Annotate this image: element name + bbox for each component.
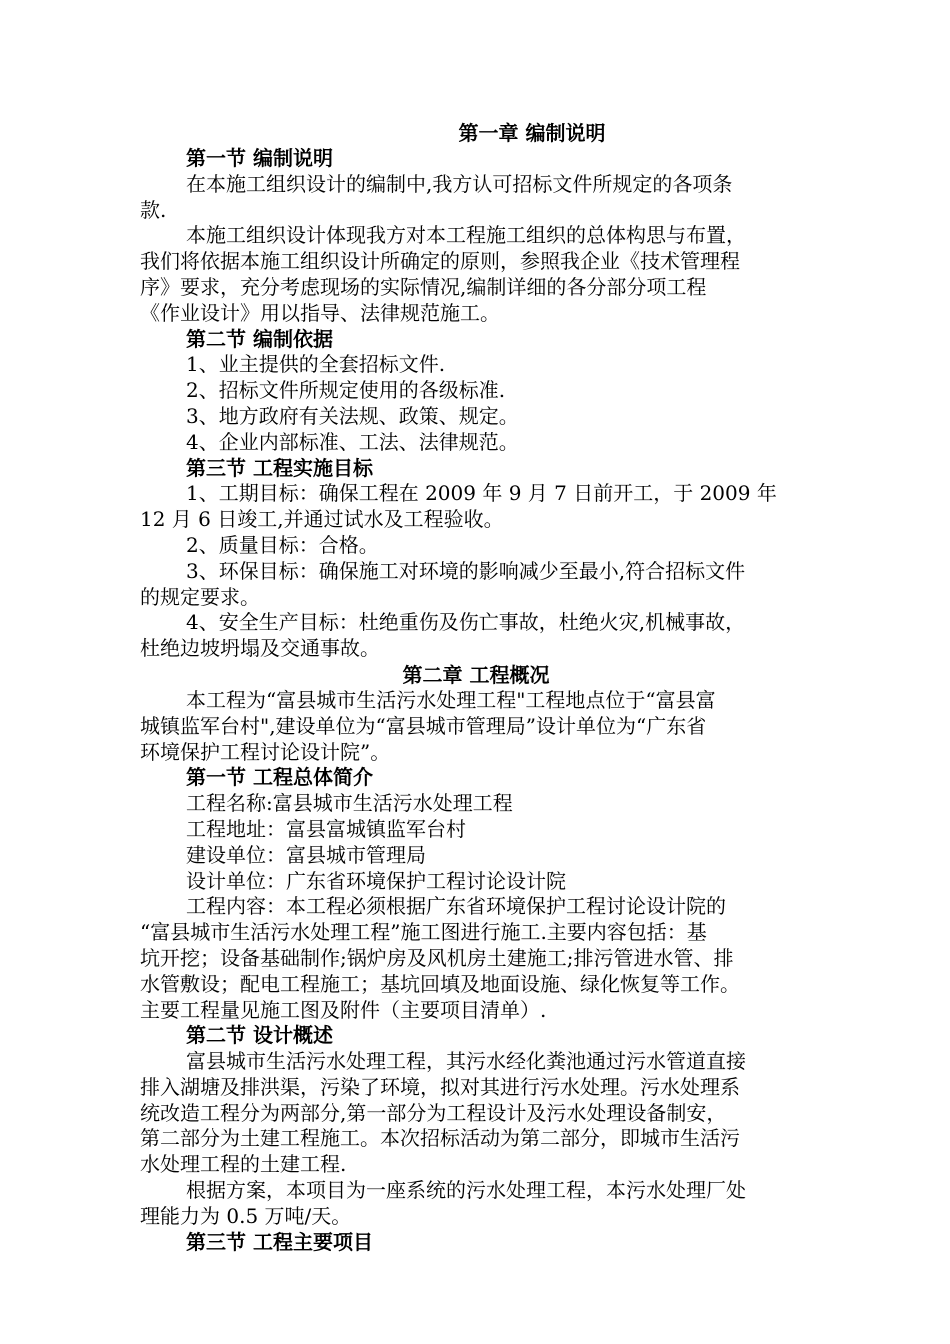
paragraph-line: 主要工程量见施工图及附件（主要项目清单）. xyxy=(140,997,547,1022)
paragraph-line: 本施工组织设计体现我方对本工程施工组织的总体构思与布置， xyxy=(186,223,746,248)
list-item: 4、安全生产目标：杜绝重伤及伤亡事故，杜绝火灾,机械事故， xyxy=(186,610,746,635)
paragraph-line: 在本施工组织设计的编制中,我方认可招标文件所规定的各项条 xyxy=(186,171,733,196)
list-item: 2、招标文件所规定使用的各级标准. xyxy=(186,378,506,403)
paragraph-line: 水处理工程的土建工程. xyxy=(140,1152,347,1177)
section-1-1-title: 第一节 编制说明 xyxy=(186,146,333,170)
list-item-continuation: 杜绝边坡坍塌及交通事故。 xyxy=(140,636,380,661)
paragraph-line: “富县城市生活污水处理工程”施工图进行施工.主要内容包括：基 xyxy=(140,920,707,945)
list-item: 1、工期目标：确保工程在 2009 年 9 月 7 日前开工，于 2009 年 xyxy=(186,481,777,506)
section-2-2-title: 第二节 设计概述 xyxy=(186,1023,333,1048)
paragraph-line: 城镇监军台村",建设单位为“富县城市管理局”设计单位为“广东省 xyxy=(140,713,707,738)
project-designer: 设计单位：广东省环境保护工程讨论设计院 xyxy=(186,868,566,893)
paragraph-line: 统改造工程分为两部分,第一部分为工程设计及污水处理设备制安， xyxy=(140,1100,727,1125)
paragraph-line: 本工程为“富县城市生活污水处理工程"工程地点位于“富县富 xyxy=(186,687,716,712)
paragraph-line: 坑开挖；设备基础制作;锅炉房及风机房土建施工;排污管进水管、排 xyxy=(140,945,734,970)
paragraph-line: 第二部分为土建工程施工。本次招标活动为第二部分，即城市生活污 xyxy=(140,1126,740,1151)
list-item: 3、环保目标：确保施工对环境的影响减少至最小,符合招标文件 xyxy=(186,558,746,583)
section-1-2-title: 第二节 编制依据 xyxy=(186,326,333,351)
paragraph-line: 排入湖塘及排洪渠，污染了环境，拟对其进行污水处理。污水处理系 xyxy=(140,1074,740,1099)
paragraph-line: 工程内容：本工程必须根据广东省环境保护工程讨论设计院的 xyxy=(186,894,726,919)
chapter-1-title: 第一章 编制说明 xyxy=(458,121,606,145)
list-item-continuation: 12 月 6 日竣工,并通过试水及工程验收。 xyxy=(140,507,504,532)
paragraph-line: 富县城市生活污水处理工程，其污水经化粪池通过污水管道直接 xyxy=(186,1049,746,1074)
paragraph-line: 款. xyxy=(140,197,167,222)
paragraph-line: 理能力为 0.5 万吨/天。 xyxy=(140,1203,352,1228)
project-name: 工程名称:富县城市生活污水处理工程 xyxy=(186,791,513,816)
document-page xyxy=(140,120,812,1255)
paragraph-line: 序》要求，充分考虑现场的实际情况,编制详细的各分部分项工程 xyxy=(140,274,707,299)
paragraph-line: 环境保护工程讨论设计院”。 xyxy=(140,739,391,764)
section-1-3-title: 第三节 工程实施目标 xyxy=(186,455,373,480)
paragraph-line: 根据方案，本项目为一座系统的污水处理工程，本污水处理厂处 xyxy=(186,1178,746,1203)
list-item-continuation: 的规定要求。 xyxy=(140,584,260,609)
list-item: 3、地方政府有关法规、政策、规定。 xyxy=(186,403,519,428)
chapter-2-title: 第二章 工程概况 xyxy=(402,662,550,687)
section-2-3-title: 第三节 工程主要项目 xyxy=(186,1229,373,1254)
paragraph-line: 水管敷设；配电工程施工；基坑回填及地面设施、绿化恢复等工作。 xyxy=(140,971,740,996)
project-owner: 建设单位：富县城市管理局 xyxy=(186,842,426,867)
paragraph-line: 我们将依据本施工组织设计所确定的原则，参照我企业《技术管理程 xyxy=(140,249,740,274)
list-item: 4、企业内部标准、工法、法律规范。 xyxy=(186,429,519,454)
list-item: 2、质量目标：合格。 xyxy=(186,532,379,557)
list-item: 1、业主提供的全套招标文件. xyxy=(186,352,446,377)
section-2-1-title: 第一节 工程总体简介 xyxy=(186,765,373,790)
project-address: 工程地址：富县富城镇监军台村 xyxy=(186,816,466,841)
paragraph-line: 《作业设计》用以指导、法律规范施工。 xyxy=(140,300,500,325)
